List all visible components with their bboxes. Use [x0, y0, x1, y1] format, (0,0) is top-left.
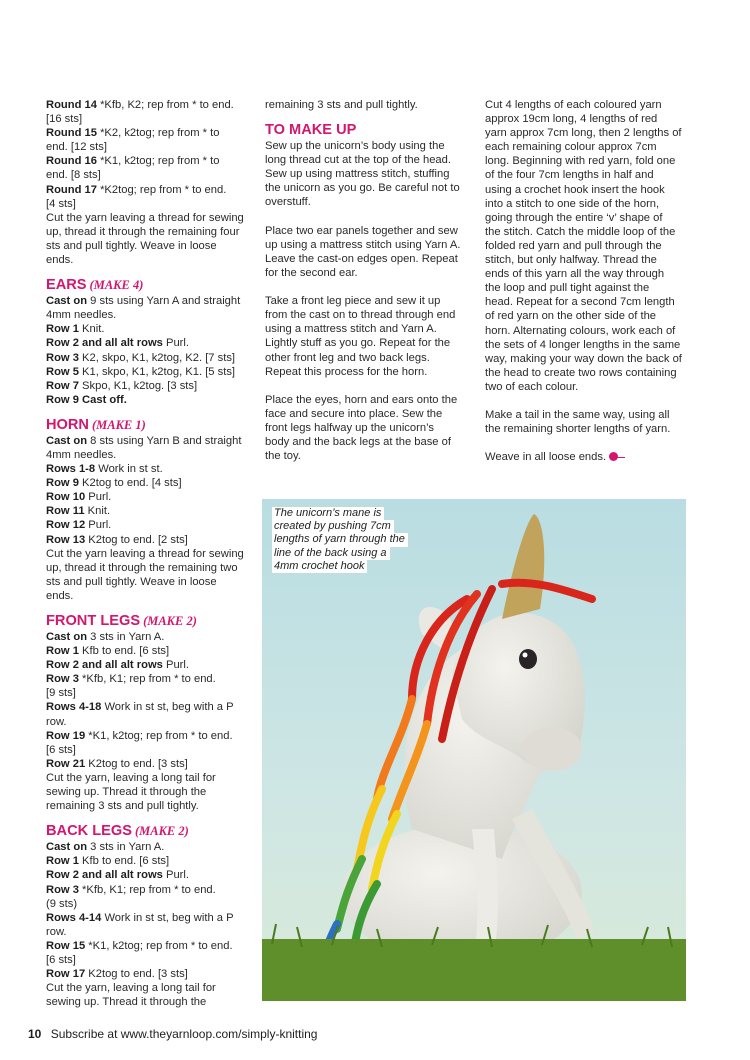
instruction-line: [485, 352, 685, 366]
instruction-line: [46, 98, 249, 112]
instruction-line: [485, 112, 685, 126]
instruction-line: [265, 407, 463, 421]
instruction-text: way, making your way down the back of: [485, 352, 682, 365]
instruction-text: head. Repeat for a second 7cm length: [485, 296, 675, 309]
row-label: Row 2 and all alt rows: [46, 659, 163, 672]
instruction-line: [265, 308, 463, 322]
instruction-text: Purl.: [162, 869, 189, 882]
instruction-text: Cut the yarn leaving a thread for sewing: [46, 211, 244, 224]
instruction-line: [46, 294, 249, 308]
instruction-text: 4mm needles.: [46, 309, 117, 322]
instruction-text: each remaining colour approx 7cm: [485, 141, 657, 154]
pattern-column-2: [265, 98, 463, 463]
instruction-line: [485, 366, 685, 380]
instruction-line: [485, 168, 685, 182]
instruction-text: going through the entire ‘v’ shape of: [485, 211, 663, 224]
instruction-text: two of each colour.: [485, 380, 579, 393]
instruction-text: Kfb to end. [6 sts]: [78, 855, 170, 868]
instruction-text: row.: [46, 715, 67, 728]
instruction-line: [485, 338, 685, 352]
section-heading: [46, 613, 249, 630]
instruction-text: sewing up. Thread it through the: [46, 996, 207, 1009]
instruction-text: *K2tog; rep from * to end.: [96, 183, 227, 196]
instruction-text: ends.: [46, 254, 74, 267]
instruction-text: 3 sts in Yarn A.: [87, 841, 165, 854]
instruction-text: overstuff.: [265, 196, 311, 209]
instruction-line: [485, 422, 685, 436]
instruction-line: [46, 589, 249, 603]
instruction-text: Work in st st, beg with a P: [101, 911, 234, 924]
instruction-line: [46, 840, 249, 854]
page-number: 10: [28, 1027, 42, 1041]
instruction-text: the loop and pull tight against the: [485, 282, 650, 295]
row-label: Row 5: [46, 365, 79, 378]
instruction-line: [46, 434, 249, 448]
instruction-line: [46, 225, 249, 239]
instruction-text: Purl.: [162, 659, 189, 672]
caption-line: The unicorn’s mane is: [272, 507, 384, 520]
instruction-line: [46, 211, 249, 225]
page-footer: [28, 1027, 317, 1041]
instruction-line: [46, 953, 249, 967]
instruction-line: [46, 197, 249, 211]
caption-line: 4mm crochet hook: [272, 560, 367, 573]
section-heading-title: EARS: [46, 277, 87, 294]
instruction-text: sts and pull tightly. Weave in loose: [46, 575, 217, 588]
instruction-line: [46, 658, 249, 672]
instruction-line: [46, 868, 249, 882]
instruction-line: [46, 757, 249, 771]
section-heading: [46, 823, 249, 840]
instruction-line: [485, 309, 685, 323]
instruction-line: [46, 771, 249, 785]
instruction-line: [46, 630, 249, 644]
instruction-text: Purl.: [85, 491, 112, 504]
instruction-text: Leave the cast-on edges open. Repeat: [265, 252, 458, 265]
row-label: Row 2 and all alt rows: [46, 869, 163, 882]
instruction-text: [9 sts]: [46, 687, 76, 700]
instruction-line: [46, 729, 249, 743]
row-label: Row 9: [46, 477, 79, 490]
instruction-text: Take a front leg piece and sew it up: [265, 295, 441, 308]
instruction-text: Knit.: [84, 505, 111, 518]
instruction-text: Place the eyes, horn and ears onto the: [265, 393, 458, 406]
instruction-line: [485, 295, 685, 309]
instruction-text: [4 sts]: [46, 197, 76, 210]
instruction-text: end. [8 sts]: [46, 169, 101, 182]
row-label: Round 16: [46, 155, 97, 168]
instruction-text: K1, skpo, K1, k2tog, K1. [5 sts]: [78, 365, 236, 378]
row-label: Row 12: [46, 519, 86, 532]
instruction-text: Work in st st, beg with a P: [101, 701, 234, 714]
instruction-line: [265, 294, 463, 308]
instruction-line: [46, 743, 249, 757]
instruction-text: of red yarn on the other side of the: [485, 310, 657, 323]
instruction-line: [485, 239, 685, 253]
row-label: Rows 1-8: [46, 463, 96, 476]
instruction-line: [46, 112, 249, 126]
instruction-line: [485, 281, 685, 295]
instruction-text: the sets of 4 longer lengths in the same: [485, 338, 681, 351]
instruction-line: [485, 408, 685, 422]
instruction-text: ends.: [46, 589, 74, 602]
instruction-line: [485, 154, 685, 168]
row-label: Round 15: [46, 127, 97, 140]
instruction-line: [46, 239, 249, 253]
instruction-line: [265, 195, 463, 209]
instruction-line: [265, 365, 463, 379]
instruction-text: Purl.: [162, 337, 189, 350]
photo-caption: [272, 507, 410, 573]
instruction-line: [46, 700, 249, 714]
instruction-line: [485, 126, 685, 140]
instruction-line: [46, 183, 249, 197]
instruction-text: *Kfb, K1; rep from * to end.: [78, 673, 216, 686]
row-label: Row 19: [46, 729, 86, 742]
instruction-line: [46, 785, 249, 799]
instruction-line: [46, 897, 249, 911]
instruction-text: into a stitch to one side of the horn,: [485, 197, 660, 210]
row-label: Row 17: [46, 968, 86, 981]
instruction-text: front legs halfway up the unicorn’s: [265, 421, 434, 434]
instruction-line: [46, 448, 249, 462]
instruction-text: K2tog to end. [4 sts]: [78, 477, 182, 490]
unicorn-photo: [262, 499, 686, 1001]
instruction-text: Knit.: [78, 323, 105, 336]
instruction-text: 4mm needles.: [46, 448, 117, 461]
instruction-line: [46, 686, 249, 700]
instruction-line: [265, 322, 463, 336]
instruction-text: long thread cut at the top of the head.: [265, 154, 451, 167]
instruction-line: [46, 126, 249, 140]
instruction-line: [46, 883, 249, 897]
instruction-text: K2, skpo, K1, k2tog, K2. [7 sts]: [78, 351, 236, 364]
instruction-line: [46, 336, 249, 350]
instruction-line: [265, 98, 463, 112]
instruction-line: [46, 518, 249, 532]
instruction-line: [485, 253, 685, 267]
row-label: Rows 4-14: [46, 911, 102, 924]
instruction-line: [46, 561, 249, 575]
instruction-text: remaining 3 sts and pull tightly.: [46, 800, 199, 813]
instruction-text: Work in st st.: [95, 463, 163, 476]
instruction-line: [46, 672, 249, 686]
instruction-text: Cut the yarn leaving a thread for sewing: [46, 547, 244, 560]
instruction-line: [485, 225, 685, 239]
instruction-text: folded red yarn and pull through the: [485, 239, 662, 252]
instruction-text: [6 sts]: [46, 953, 76, 966]
instruction-text: Cut the yarn, leaving a long tail for: [46, 982, 216, 995]
instruction-text: face and secure into place. Sew the: [265, 407, 443, 420]
instruction-line: [265, 224, 463, 238]
instruction-text: Sew up using mattress stitch, stuffing: [265, 168, 450, 181]
instruction-line: [46, 322, 249, 336]
section-heading: [46, 277, 249, 294]
section-heading-title: TO MAKE UP: [265, 122, 357, 139]
instruction-line: [46, 365, 249, 379]
instruction-text: *K1, k2tog; rep from * to end.: [85, 939, 233, 952]
instruction-text: *Kfb, K2; rep from * to end.: [96, 99, 234, 111]
caption-line: created by pushing 7cm: [272, 520, 394, 533]
instruction-text: the stitch. Catch the middle loop of the: [485, 225, 676, 238]
instruction-line: [485, 380, 685, 394]
instruction-text: 8 sts using Yarn B and straight: [87, 434, 242, 447]
section-heading-title: FRONT LEGS: [46, 613, 141, 629]
instruction-text: (9 sts): [46, 897, 78, 910]
instruction-text: Sew up the unicorn’s body using the: [265, 140, 445, 153]
row-label: Row 7: [46, 379, 79, 392]
instruction-text: other front leg and two back legs.: [265, 351, 430, 364]
instruction-text: ends of this yarn all the way through: [485, 268, 665, 281]
section-heading-title: HORN: [46, 416, 89, 433]
instruction-text: K2tog to end. [3 sts]: [85, 968, 188, 981]
instruction-line: [46, 967, 249, 981]
instruction-line: [485, 211, 685, 225]
instruction-line: [46, 504, 249, 518]
instruction-line: [46, 981, 249, 995]
row-label: Row 3: [46, 673, 79, 686]
instruction-text: from the cast on to thread through end: [265, 309, 456, 322]
instruction-line: [265, 449, 463, 463]
section-heading-quantity: (MAKE 2): [143, 614, 197, 628]
instruction-line: [46, 925, 249, 939]
instruction-line: [485, 183, 685, 197]
section-heading: [265, 122, 463, 139]
instruction-text: using a mattress stitch and Yarn A.: [265, 323, 437, 336]
instruction-text: Cut the yarn, leaving a long tail for: [46, 771, 216, 784]
instruction-line: [46, 854, 249, 868]
instruction-text: yarn approx 7cm long, then 2 lengths of: [485, 127, 682, 140]
instruction-text: Place two ear panels together and sew: [265, 224, 458, 237]
instruction-text: [16 sts]: [46, 113, 83, 126]
row-label: Cast on: [46, 434, 88, 447]
row-label: Row 9 Cast off.: [46, 393, 127, 406]
instruction-line: [46, 379, 249, 393]
instruction-line: [265, 266, 463, 280]
instruction-line: [265, 153, 463, 167]
paragraph-gap: [265, 379, 463, 393]
instruction-line: [46, 939, 249, 953]
instruction-line: [485, 450, 685, 464]
row-label: Row 10: [46, 491, 86, 504]
instruction-text: body and the back legs at the base of: [265, 436, 451, 449]
instruction-line: [46, 911, 249, 925]
instruction-text: the unicorn as you go. Be careful not to: [265, 182, 460, 195]
instruction-line: [265, 181, 463, 195]
instruction-line: [46, 490, 249, 504]
paragraph-gap: [265, 210, 463, 224]
instruction-line: [485, 140, 685, 154]
instruction-line: [265, 167, 463, 181]
instruction-text: the remaining shorter lengths of yarn.: [485, 423, 671, 436]
caption-line: lengths of yarn through the: [272, 533, 408, 546]
instruction-text: of the four 7cm lengths in half and: [485, 169, 654, 182]
row-label: Row 21: [46, 757, 86, 770]
instruction-line: [265, 435, 463, 449]
instruction-text: long. Beginning with red yarn, fold one: [485, 155, 676, 168]
row-label: Cast on: [46, 295, 88, 308]
instruction-text: Skpo, K1, k2tog. [3 sts]: [78, 379, 198, 392]
instruction-line: [265, 238, 463, 252]
instruction-text: row.: [46, 925, 67, 938]
instruction-text: *K1, k2tog; rep from * to end.: [85, 729, 233, 742]
instruction-line: [265, 252, 463, 266]
paragraph-gap: [265, 280, 463, 294]
instruction-text: sts and pull tightly. Weave in loose: [46, 239, 217, 252]
section-heading-quantity: (MAKE 1): [91, 417, 146, 432]
yarn-ball-end-icon: [609, 452, 618, 461]
instruction-text: the toy.: [265, 450, 301, 463]
row-label: Row 15: [46, 939, 86, 952]
row-label: Cast on: [46, 631, 88, 643]
pattern-column-1: [46, 98, 249, 1009]
instruction-line: [265, 421, 463, 435]
subscribe-text: Subscribe at www.theyarnloop.com/simply-knitting: [50, 1027, 318, 1041]
instruction-text: stitch, but only halfway. Thread the: [485, 254, 657, 267]
instruction-line: [46, 462, 249, 476]
instruction-line: [485, 98, 685, 112]
instruction-line: [46, 308, 249, 322]
instruction-line: [485, 197, 685, 211]
instruction-text: 9 sts using Yarn A and straight: [87, 295, 241, 308]
instruction-text: up, thread it through the remaining four: [46, 225, 240, 238]
instruction-text: sewing up. Thread it through the: [46, 786, 207, 799]
instruction-line: [46, 995, 249, 1009]
instruction-line: [46, 715, 249, 729]
instruction-line: [46, 799, 249, 813]
instruction-text: Repeat this process for the horn.: [265, 365, 428, 378]
instruction-text: the head to create two rows containing: [485, 366, 677, 379]
instruction-line: [485, 324, 685, 338]
instruction-line: [485, 267, 685, 281]
instruction-text: end. [12 sts]: [46, 141, 107, 154]
instruction-text: K2tog to end. [2 sts]: [85, 533, 188, 546]
instruction-text: using a crochet hook insert the hook: [485, 183, 665, 196]
row-label: Round 17: [46, 183, 97, 196]
paragraph-gap: [485, 394, 685, 408]
instruction-line: [265, 336, 463, 350]
row-label: Row 3: [46, 883, 79, 896]
instruction-line: [46, 253, 249, 267]
instruction-text: Cut 4 lengths of each coloured yarn: [485, 99, 662, 111]
instruction-text: horn. Alternating colours, work each of: [485, 324, 676, 337]
section-heading-title: BACK LEGS: [46, 823, 132, 840]
instruction-line: [46, 644, 249, 658]
instruction-text: Kfb to end. [6 sts]: [78, 645, 170, 658]
instruction-text: up, thread it through the remaining two: [46, 561, 238, 574]
row-label: Row 11: [46, 505, 85, 518]
row-label: Row 1: [46, 645, 79, 658]
section-heading-quantity: (MAKE 4): [89, 278, 144, 293]
row-label: Rows 4-18: [46, 701, 102, 714]
row-label: Row 1: [46, 323, 79, 336]
instruction-line: [265, 351, 463, 365]
instruction-text: Purl.: [85, 519, 112, 532]
paragraph-gap: [485, 436, 685, 450]
row-label: Round 14: [46, 99, 97, 111]
instruction-line: [46, 547, 249, 561]
section-heading-quantity: (MAKE 2): [134, 824, 189, 839]
instruction-line: [46, 154, 249, 168]
instruction-text: *K2, k2tog; rep from * to: [96, 127, 220, 140]
instruction-line: [46, 393, 249, 407]
row-label: Row 1: [46, 855, 79, 868]
row-label: Cast on: [46, 841, 88, 854]
instruction-line: [46, 533, 249, 547]
instruction-line: [46, 168, 249, 182]
instruction-line: [46, 575, 249, 589]
instruction-line: [46, 476, 249, 490]
instruction-text: *K1, k2tog; rep from * to: [96, 155, 220, 168]
pattern-column-3: [485, 98, 685, 464]
instruction-text: Weave in all loose ends.: [485, 451, 607, 464]
instruction-text: K2tog to end. [3 sts]: [85, 757, 188, 770]
row-label: Row 2 and all alt rows: [46, 337, 163, 350]
caption-line: line of the back using a: [272, 547, 390, 560]
instruction-line: [265, 393, 463, 407]
instruction-text: for the second ear.: [265, 266, 358, 279]
instruction-text: Make a tail in the same way, using all: [485, 409, 670, 422]
instruction-text: 3 sts in Yarn A.: [87, 631, 165, 643]
row-label: Row 13: [46, 533, 86, 546]
instruction-text: [6 sts]: [46, 743, 76, 756]
instruction-text: remaining 3 sts and pull tightly.: [265, 99, 418, 111]
instruction-text: approx 19cm long, 4 lengths of red: [485, 113, 658, 126]
instruction-line: [46, 351, 249, 365]
instruction-text: Lightly stuff as you go. Repeat for the: [265, 337, 451, 350]
section-heading: [46, 417, 249, 434]
unicorn-illustration: [262, 499, 686, 1001]
instruction-text: *Kfb, K1; rep from * to end.: [78, 883, 216, 896]
instruction-line: [46, 140, 249, 154]
row-label: Row 3: [46, 351, 79, 364]
instruction-text: up using a mattress stitch using Yarn A.: [265, 238, 461, 251]
instruction-line: [265, 139, 463, 153]
